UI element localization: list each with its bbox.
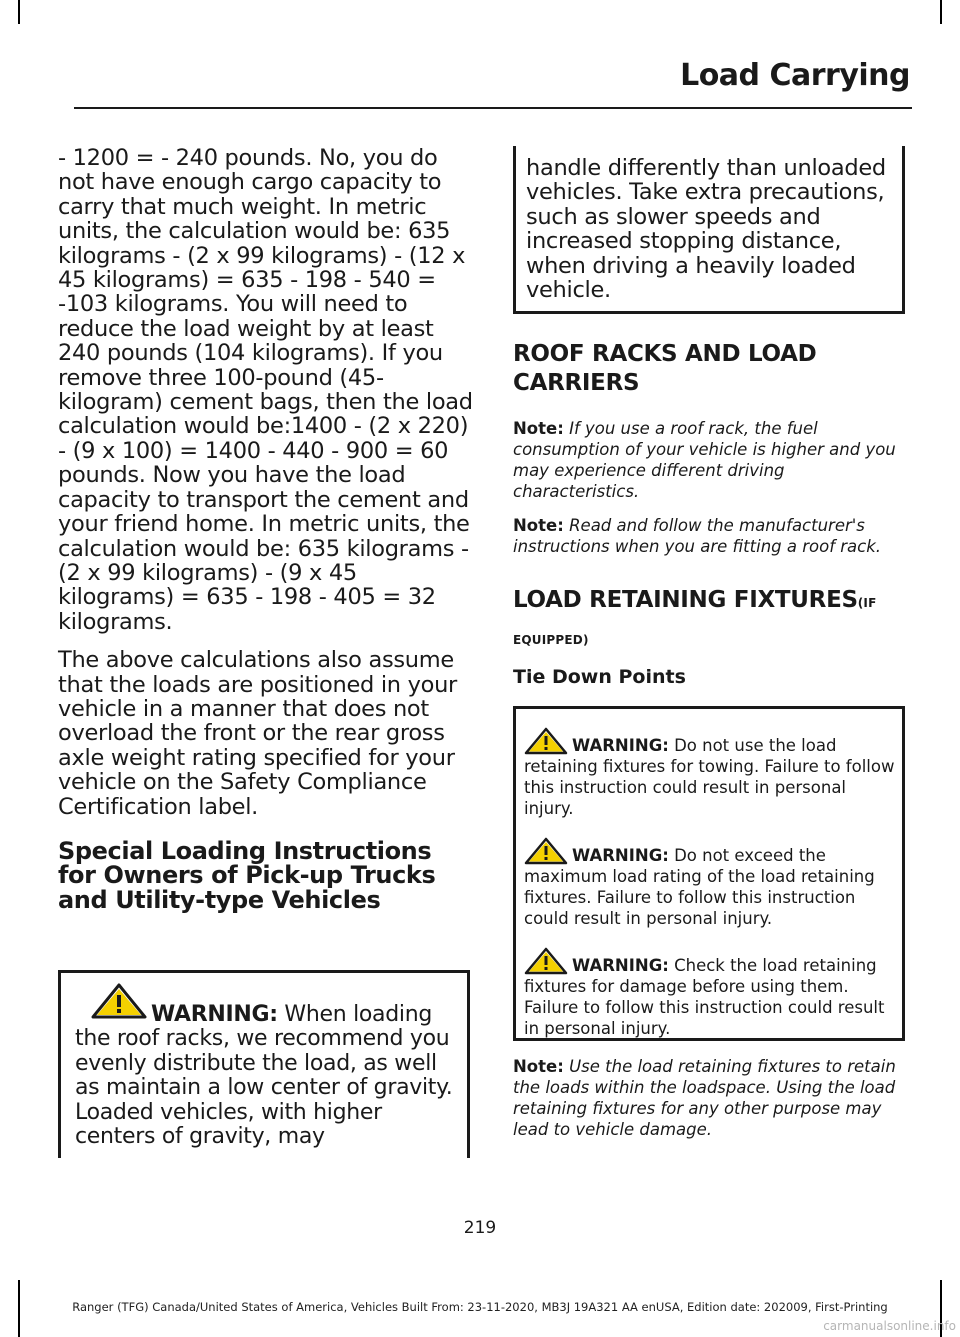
warning-box <box>58 970 470 1158</box>
body-paragraph: The above calculations also assume that the loads are positioned in your vehicle in a manner that does not overload the front or the rear gross axle weight rating specified for your vehicle on the Safety Compliance Certification label. <box>58 647 457 820</box>
warning-text: Do not use the load retaining fixtures for towing. Failure to follow this instruction could result in personal injury. <box>524 736 895 818</box>
watermark: carmanualsonline.info <box>823 1319 956 1333</box>
warning-item <box>524 837 896 929</box>
subsection-heading: Tie Down Points <box>513 666 686 688</box>
left-column <box>58 146 476 912</box>
warning-item <box>524 947 896 1039</box>
note-label: Note: <box>513 516 564 535</box>
footer-edition-text: Ranger (TFG) Canada/United States of America, Vehicles Built From: 23-11-2020, MB3J 19A321 AA enUSA, Edition date: 202009, First-Printing <box>72 1300 888 1314</box>
section-title-suffix: (IF <box>857 596 877 610</box>
warning-triangle-icon <box>524 837 568 865</box>
crop-mark <box>18 0 20 24</box>
section-title-line: ROOF RACKS AND LOAD <box>513 341 817 367</box>
section-title-suffix: EQUIPPED) <box>513 633 589 647</box>
body-paragraph: - 1200 = - 240 pounds. No, you do not have enough cargo capacity to carry that much weight. In metric units, the calculation would be: 635 kilograms - (2 x 99 kilograms) - (12 x 45 kilograms) = 635 - 198 - 540 = -103 kilograms. You will need to reduce the load weight by at least 240 pounds (104 kilograms). If you remove three 100-pound (45-kilogram) cement bags, then the load calculation would be:1400 - (2 x 220) - (9 x 100) = 1400 - 440 - 900 = 60 pounds. Now you have the load capacity to transport the cement and your friend home. In metric units, the calculation would be: 635 kilograms - (2 x 99 kilograms) - (9 x 45 kilograms) = 635 - 198 - 405 = 32 kilograms. <box>58 145 473 635</box>
warning-paragraph <box>75 1003 459 1149</box>
warning-text: Check the load retaining fixtures for damage before using them. Failure to follow this instruction could result in personal injury. <box>524 956 885 1038</box>
warning-label: WARNING: <box>572 736 669 755</box>
section-title-text: LOAD RETAINING FIXTURES <box>513 587 858 613</box>
note-paragraph <box>513 1056 909 1140</box>
warning-label: WARNING: <box>151 1002 278 1027</box>
note-text: Use the load retaining fixtures to retain the loads within the loadspace. Using the load retaining fixtures for any other purpose may lead to vehicle damage. <box>513 1057 896 1139</box>
warning-text: handle differently than unloaded vehicles. Take extra precautions, such as slower speeds and increased stopping distance, when driving a heavily loaded vehicle. <box>526 155 886 304</box>
section-title-suffix-line <box>513 624 909 654</box>
warning-label: WARNING: <box>572 846 669 865</box>
warning-text: Do not exceed the maximum load rating of the load retaining fixtures. Failure to follow this instruction could result in personal injury. <box>524 846 875 928</box>
note-paragraph <box>513 515 909 557</box>
warning-item <box>524 727 896 819</box>
section-title <box>513 340 909 398</box>
warning-triangle-icon <box>524 727 568 755</box>
section-subheading: Special Loading Instructions for Owners of Pick-up Trucks and Utility-type Vehicles <box>58 836 436 914</box>
section-title <box>513 586 909 617</box>
warning-triangle-icon <box>524 947 568 975</box>
warning-box <box>513 706 905 1041</box>
note-paragraph <box>513 418 909 502</box>
page-title: Load Carrying <box>680 58 910 93</box>
crop-mark <box>940 0 942 24</box>
header-divider <box>74 107 912 109</box>
warning-label: WARNING: <box>572 956 669 975</box>
note-text: If you use a roof rack, the fuel consumption of your vehicle is higher and you may experience different driving characteristics. <box>513 419 896 501</box>
note-text: Read and follow the manufacturer's instructions when you are fitting a roof rack. <box>513 516 882 556</box>
note-label: Note: <box>513 1057 564 1076</box>
warning-box-continued <box>513 146 905 314</box>
note-label: Note: <box>513 419 564 438</box>
page-number: 219 <box>463 1218 497 1238</box>
section-title-line: CARRIERS <box>513 370 640 396</box>
warning-triangle-icon <box>91 983 147 1019</box>
warning-text: When loading the roof racks, we recommend you evenly distribute the load, as well as maintain a low center of gravity. Loaded vehicles, with higher centers of gravity, may <box>75 1002 453 1150</box>
